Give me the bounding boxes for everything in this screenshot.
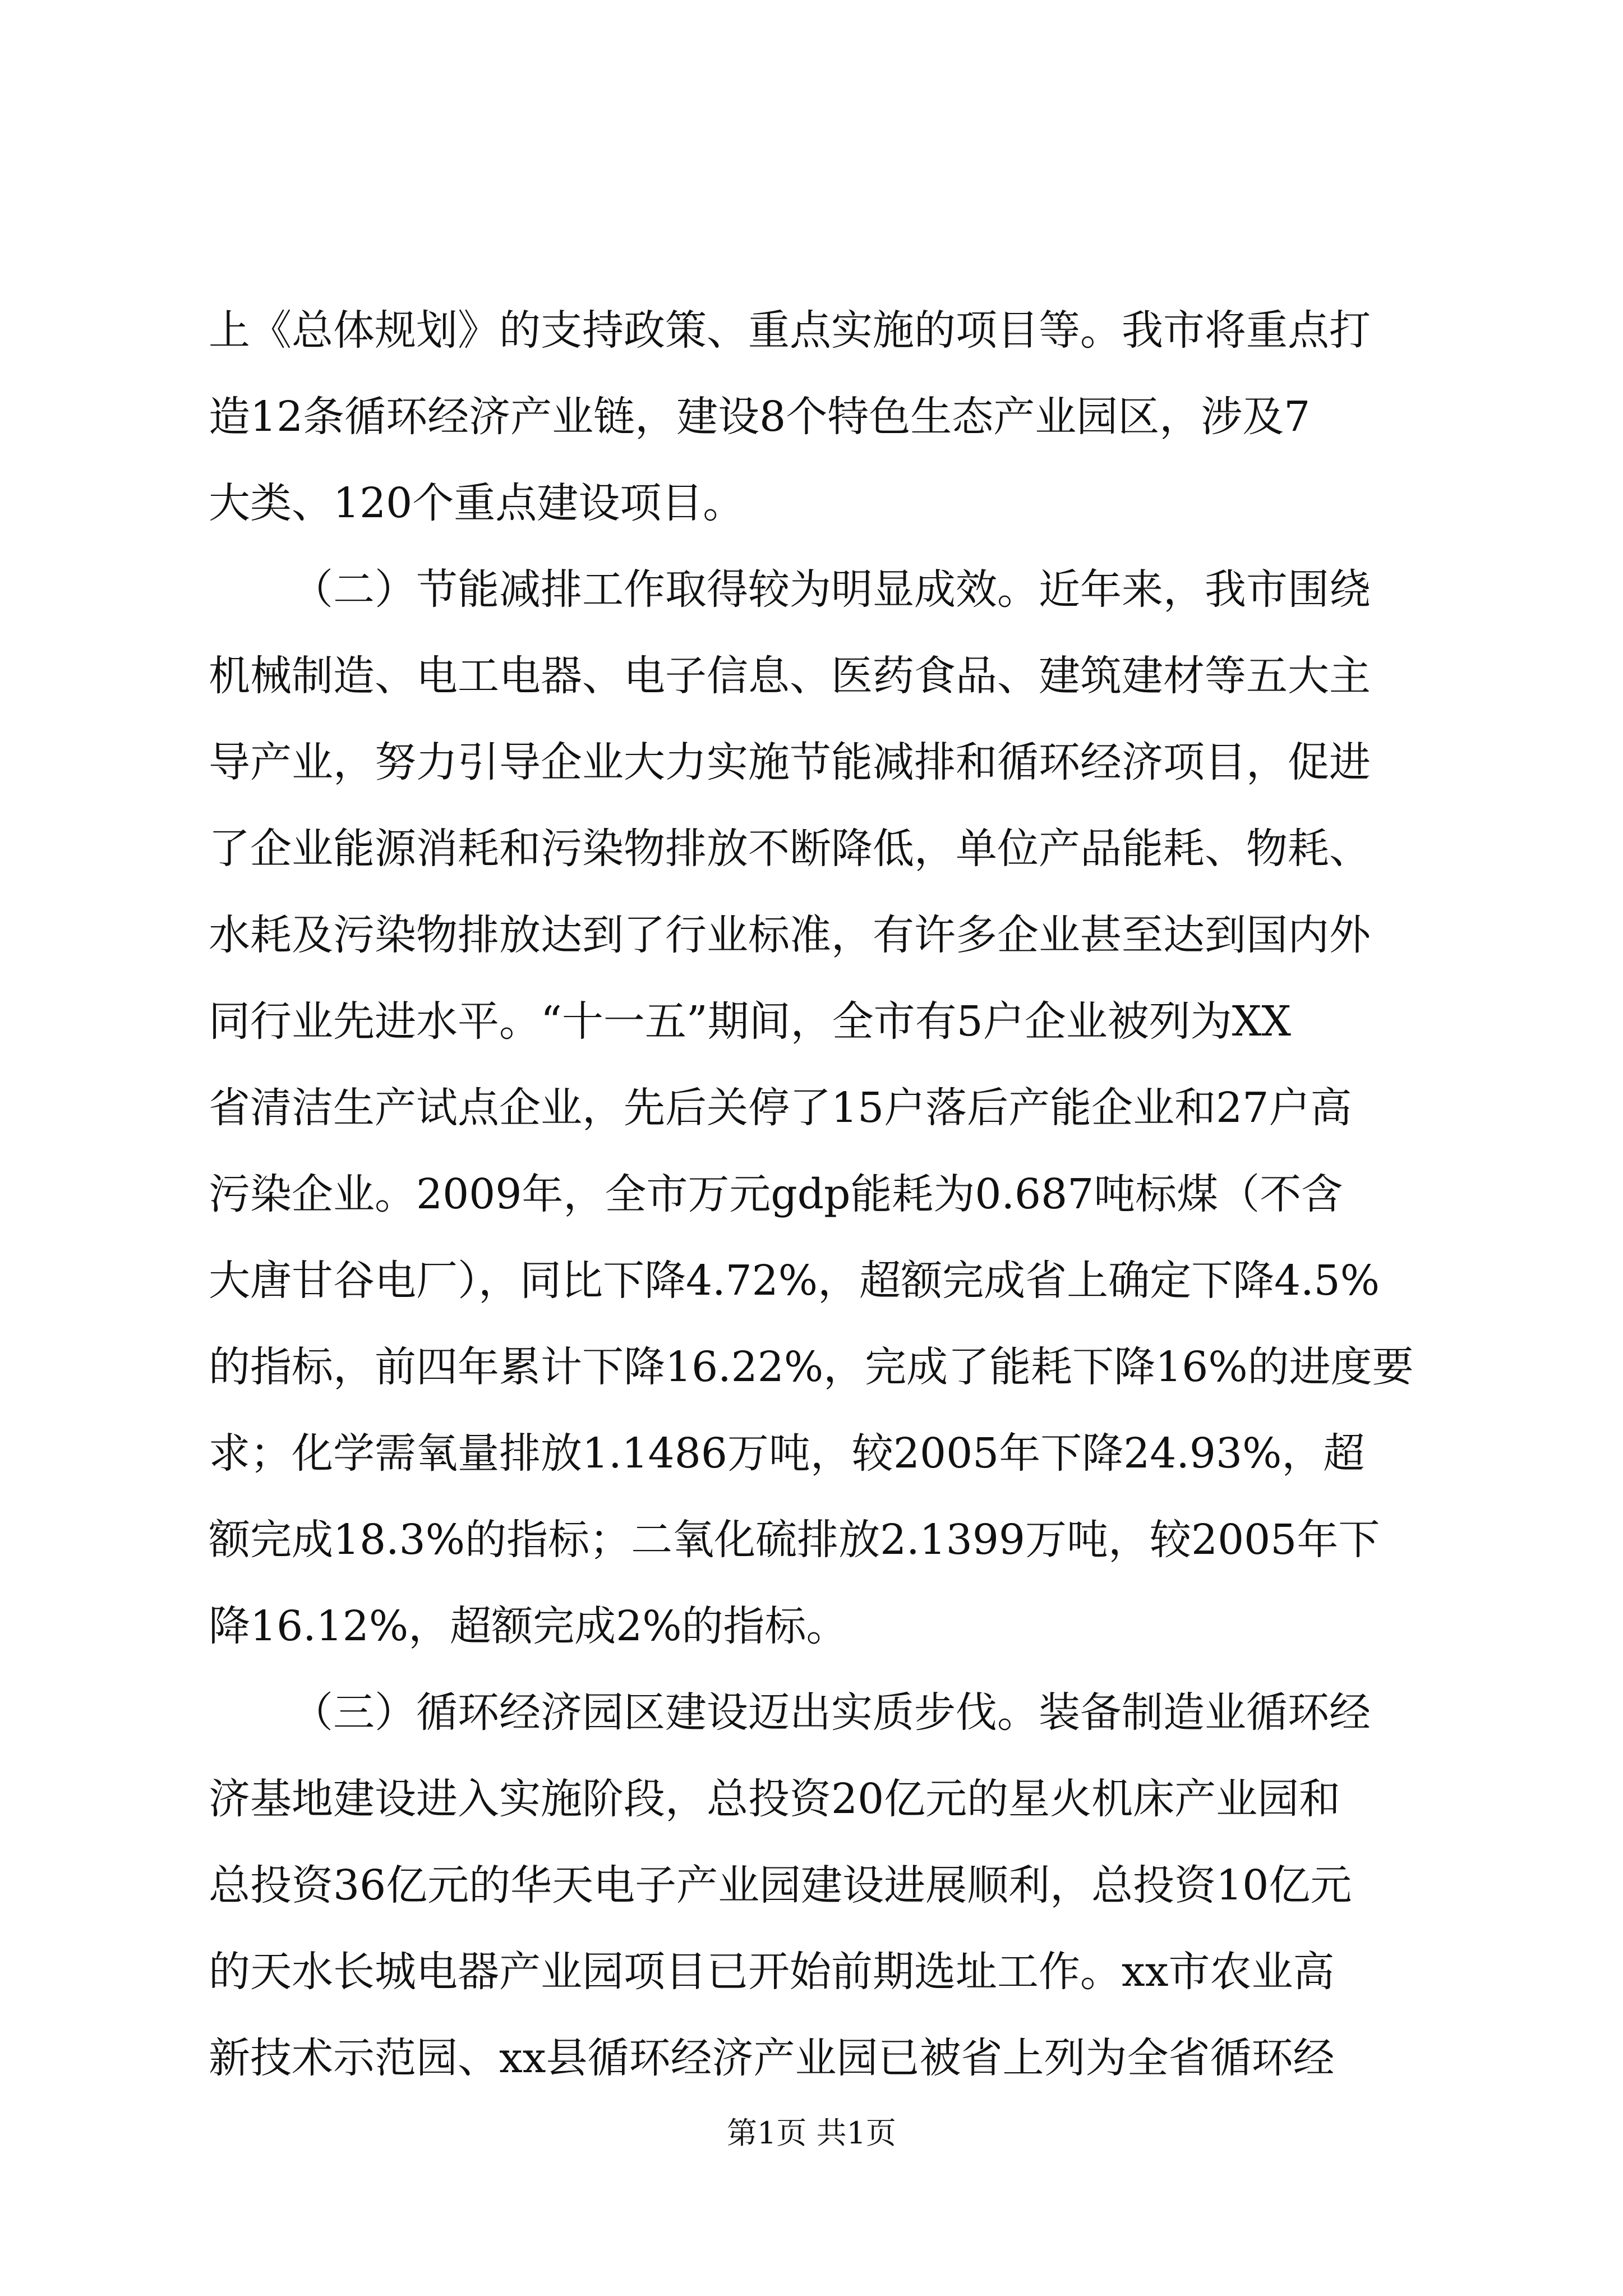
page-footer: 第1页 共1页 bbox=[727, 2115, 896, 2151]
text-line: 水耗及污染物排放达到了行业标准，有许多企业甚至达到国内外 bbox=[209, 911, 1371, 959]
text-line: 上《总体规划》的支持政策、重点实施的项目等。我市将重点打 bbox=[209, 306, 1371, 355]
text-line: 污染企业。2009年，全市万元gdp能耗为0.687吨标煤（不含 bbox=[209, 1170, 1343, 1218]
text-line: 大类、120个重点建设项目。 bbox=[209, 479, 745, 527]
text-line: 总投资36亿元的华天电子产业园建设进展顺利，总投资10亿元 bbox=[209, 1861, 1352, 1910]
text-line: （二）节能减排工作取得较为明显成效。近年来，我市围绕 bbox=[292, 565, 1371, 614]
paragraph-3 bbox=[209, 1669, 1414, 2101]
text-line: 了企业能源消耗和污染物排放不断降低，单位产品能耗、物耗、 bbox=[209, 825, 1371, 873]
text-line: 同行业先进水平。“十一五”期间，全市有5户企业被列为XX bbox=[209, 997, 1292, 1046]
text-line: 的指标，前四年累计下降16.22%，完成了能耗下降16%的进度要 bbox=[209, 1343, 1414, 1391]
text-line: 导产业，努力引导企业大力实施节能减排和循环经济项目，促进 bbox=[209, 738, 1371, 786]
text-line: 济基地建设进入实施阶段，总投资20亿元的星火机床产业园和 bbox=[209, 1775, 1341, 1823]
text-line: 降16.12%，超额完成2%的指标。 bbox=[209, 1602, 848, 1650]
text-line: 求；化学需氧量排放1.1486万吨，较2005年下降24.93%，超 bbox=[209, 1429, 1365, 1478]
text-line: 大唐甘谷电厂），同比下降4.72%，超额完成省上确定下降4.5% bbox=[209, 1257, 1380, 1305]
paragraph-2 bbox=[209, 546, 1414, 1669]
text-line: 的天水长城电器产业园项目已开始前期选址工作。xx市农业高 bbox=[209, 1948, 1335, 1996]
text-line: （三）循环经济园区建设迈出实质步伐。装备制造业循环经 bbox=[292, 1688, 1371, 1737]
document-body bbox=[209, 287, 1414, 2101]
text-line: 造12条循环经济产业链，建设8个特色生态产业园区，涉及7 bbox=[209, 393, 1311, 441]
text-line: 新技术示范园、xx县循环经济产业园已被省上列为全省循环经 bbox=[209, 2034, 1335, 2082]
text-line: 额完成18.3%的指标；二氧化硫排放2.1399万吨，较2005年下 bbox=[209, 1516, 1380, 1564]
text-line: 机械制造、电工电器、电子信息、医药食品、建筑建材等五大主 bbox=[209, 652, 1371, 700]
text-line: 省清洁生产试点企业，先后关停了15户落后产能企业和27户高 bbox=[209, 1084, 1352, 1132]
paragraph-1 bbox=[209, 287, 1414, 546]
